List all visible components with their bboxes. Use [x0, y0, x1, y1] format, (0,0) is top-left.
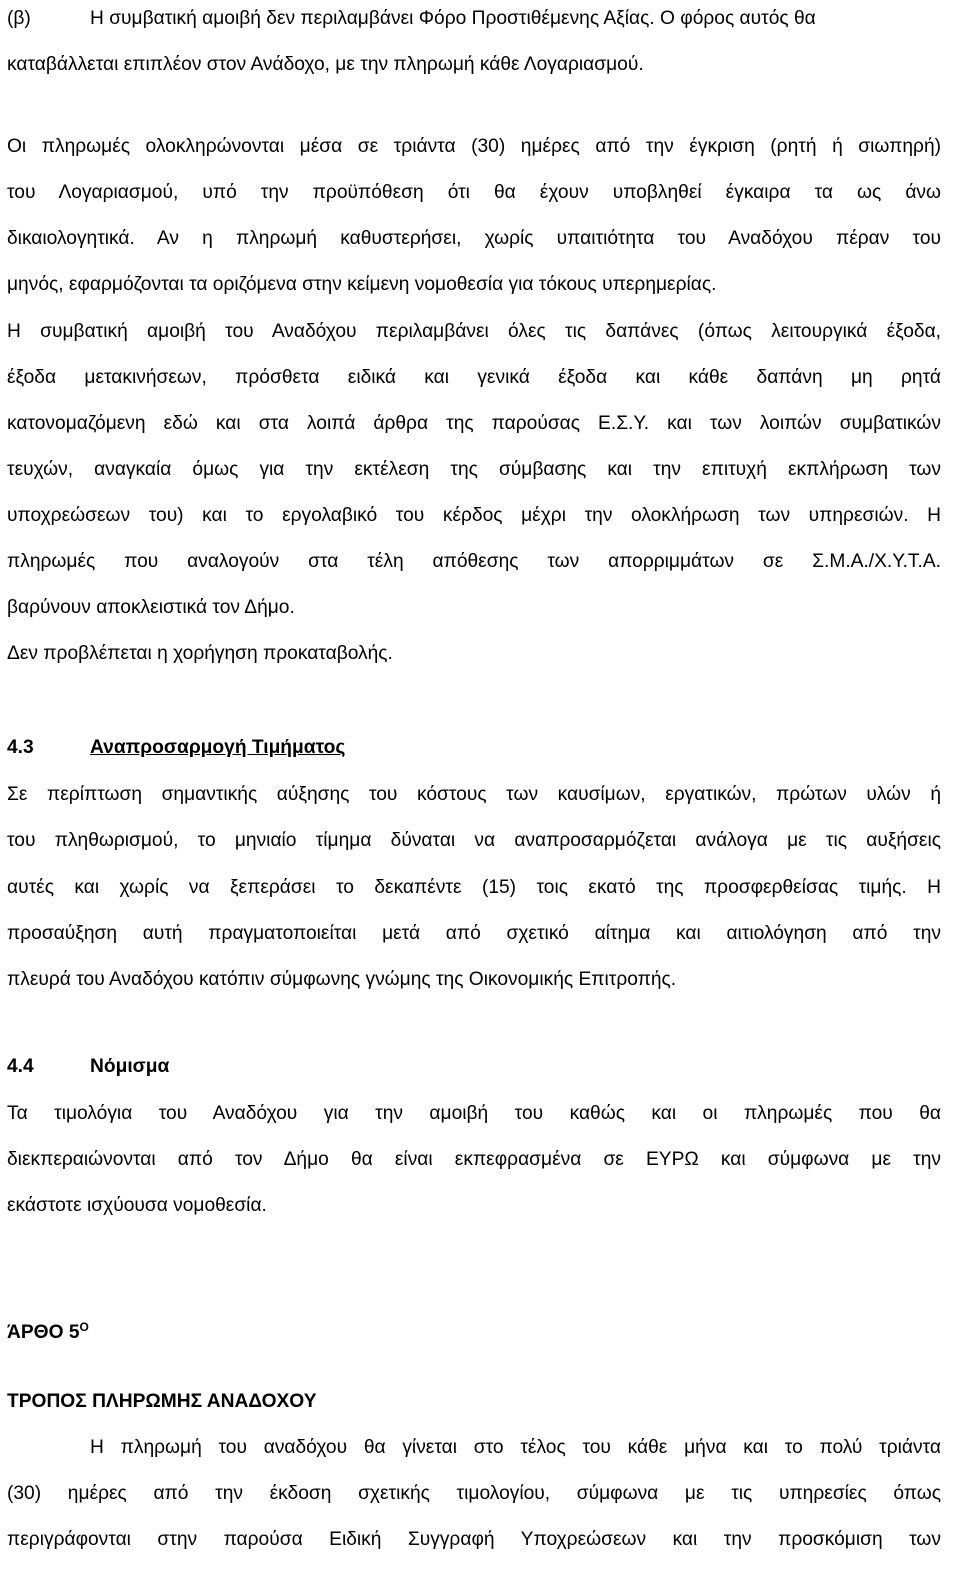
article-5-subtitle: ΤΡΟΠΟΣ ΠΛΗΡΩΜΗΣ ΑΝΑΔΟΧΟΥ [7, 1391, 317, 1412]
section-4-3-number: 4.3 [7, 737, 34, 758]
payments-line: τευχών, αναγκαία όμως για την εκτέλεση της σύμβασης και την επιτυχή εκπλήρωση των [7, 459, 941, 480]
payments-line: Οι πληρωμές ολοκληρώνονται μέσα σε τριάντα (30) ημέρες από την έγκριση (ρητή ή σιωπηρή) [7, 136, 941, 157]
section-4-4-heading [7, 1054, 941, 1080]
section-4-3-heading [7, 735, 941, 761]
payments-line: Δεν προβλέπεται η χορήγηση προκαταβολής. [7, 643, 393, 664]
payments-line: πληρωμές που αναλογούν στα τέλη απόθεσης των απορριμμάτων σε Σ.Μ.Α./Χ.Υ.Τ.Α. [7, 551, 941, 572]
payments-line: Η συμβατική αμοιβή του Αναδόχου περιλαμβάνει όλες τις δαπάνες (όπως λειτουργικά έξοδα, [7, 321, 941, 342]
item-b-line-1 [7, 6, 941, 32]
item-b-number: (β) [7, 8, 31, 29]
item-b-text-1: Η συμβατική αμοιβή δεν περιλαμβάνει Φόρο Προστιθέμενης Αξίας. Ο φόρος αυτός θα [90, 8, 816, 29]
article-5-heading-text: ΆΡΘΟ 5 [7, 1322, 80, 1343]
section-4-3-line: πλευρά του Αναδόχου κατόπιν σύμφωνης γνώμης της Οικονομικής Επιτροπής. [7, 969, 677, 990]
payments-line: έξοδα μετακινήσεων, πρόσθετα ειδικά και γενικά έξοδα και κάθε δαπάνη μη ρητά [7, 367, 941, 388]
section-4-4-number: 4.4 [7, 1056, 34, 1077]
section-4-3-line: του πληθωρισμού, το μηνιαίο τίμημα δύναται να αναπροσαρμόζεται ανάλογα με τις αυξήσεις [7, 830, 941, 851]
section-4-3-line: αυτές και χωρίς να ξεπεράσει το δεκαπέντε (15) τοις εκατό της προσφερθείσας τιμής. Η [7, 877, 941, 898]
payments-line: κατονομαζόμενη εδώ και στα λοιπά άρθρα της παρούσας Ε.Σ.Υ. και των λοιπών συμβατικών [7, 413, 941, 434]
article-5-line: (30) ημέρες από την έκδοση σχετικής τιμολογίου, σύμφωνα με τις υπηρεσίες όπως [7, 1483, 941, 1504]
section-4-4-line: Τα τιμολόγια του Αναδόχου για την αμοιβή του καθώς και οι πληρωμές που θα [7, 1103, 941, 1124]
article-5-heading-sup: Ο [79, 1320, 89, 1334]
section-4-4-title: Νόμισμα [90, 1056, 170, 1077]
payments-line: βαρύνουν αποκλειστικά τον Δήμο. [7, 597, 295, 618]
section-4-4-line: διεκπεραιώνονται από τον Δήμο θα είναι εκπεφρασμένα σε ΕΥΡΩ και σύμφωνα με την [7, 1149, 941, 1170]
article-5-line: Η πληρωμή του αναδόχου θα γίνεται στο τέλος του κάθε μήνα και το πολύ τριάντα [90, 1437, 941, 1458]
payments-line: δικαιολογητικά. Αν η πληρωμή καθυστερήσει, χωρίς υπαιτιότητα του Αναδόχου πέραν του [7, 228, 941, 249]
section-4-3-line: Σε περίπτωση σημαντικής αύξησης του κόστους των καυσίμων, εργατικών, πρώτων υλών ή [7, 784, 941, 805]
item-b-line-2: καταβάλλεται επιπλέον στον Ανάδοχο, με την πληρωμή κάθε Λογαριασμού. [7, 54, 644, 75]
section-4-4-line: εκάστοτε ισχύουσα νομοθεσία. [7, 1195, 267, 1216]
payments-line: μηνός, εφαρμόζονται τα οριζόμενα στην κείμενη νομοθεσία για τόκους υπερημερίας. [7, 274, 717, 295]
section-4-3-title: Αναπροσαρμογή Τιμήματος [90, 737, 346, 758]
payments-line: του Λογαριασμού, υπό την προϋπόθεση ότι θα έχουν υποβληθεί έγκαιρα τα ως άνω [7, 182, 941, 203]
article-5-heading [7, 1314, 941, 1346]
section-4-3-line: προσαύξηση αυτή πραγματοποιείται μετά από σχετικό αίτημα και αιτιολόγηση από την [7, 923, 941, 944]
payments-line: υποχρεώσεων του) και το εργολαβικό του κέρδος μέχρι την ολοκλήρωση των υπηρεσιών. Η [7, 505, 941, 526]
article-5-line: περιγράφονται στην παρούσα Ειδική Συγγραφή Υποχρεώσεων και την προσκόμιση των [7, 1529, 941, 1550]
